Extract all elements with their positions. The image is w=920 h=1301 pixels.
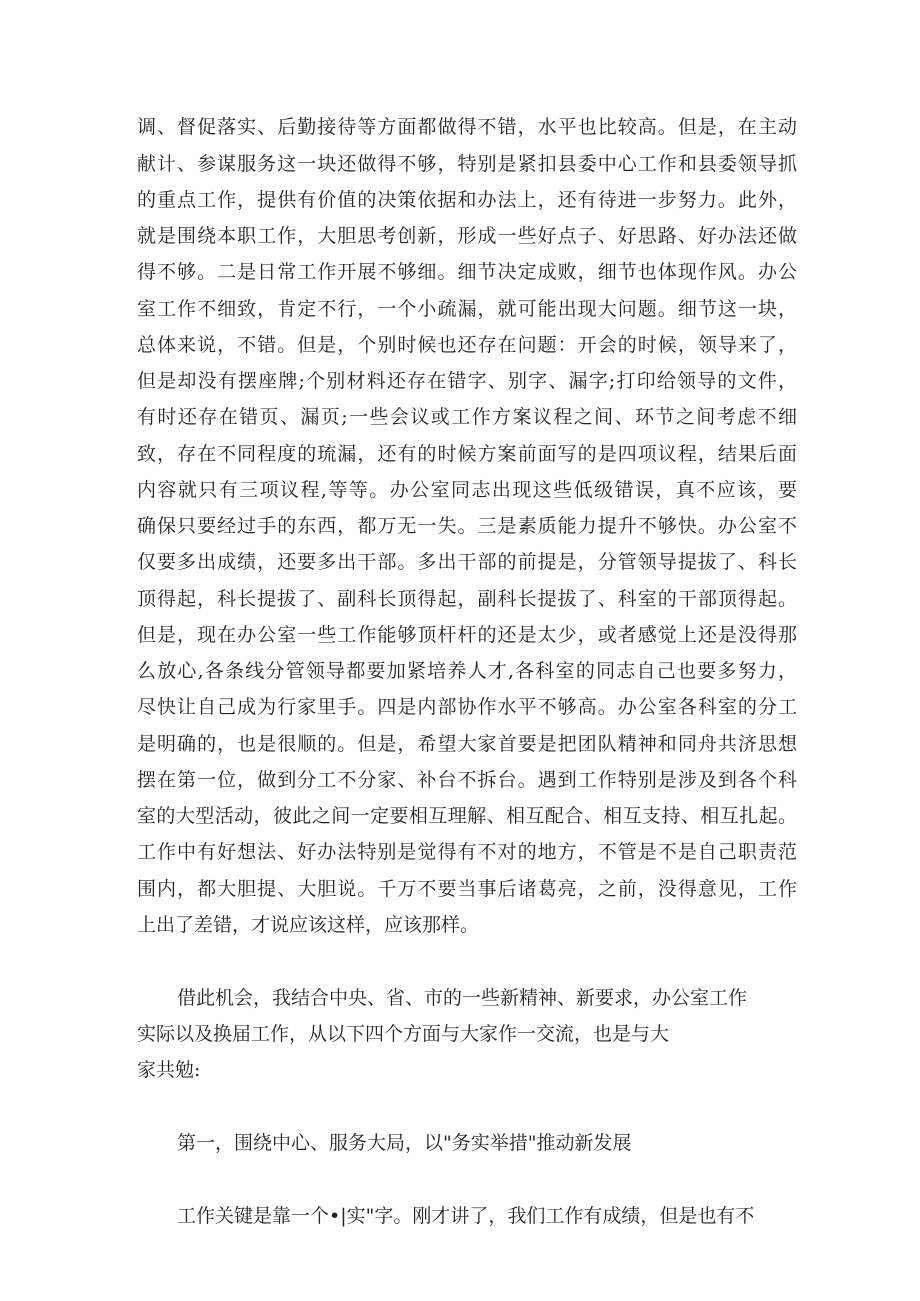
paragraph-1-line-14: 顶得起，科长提拔了、副科长顶得起，副科长提拔了、科室的干部顶得起。 xyxy=(137,588,797,610)
paragraph-1-line-23: 上出了差错，才说应该这样，应该那样。 xyxy=(137,914,480,936)
paragraph-1-line-19: 摆在第一位，做到分工不分家、补台不拆台。遇到工作特别是涉及到各个科 xyxy=(137,769,797,791)
paragraph-1-line-5: 得不够。二是日常工作开展不够细。细节决定成败，细节也体现作风。办公 xyxy=(137,261,797,283)
paragraph-1-line-9: 有时还存在错页、漏页;一些会议或工作方案议程之间、环节之间考虑不细 xyxy=(137,406,797,428)
paragraph-1-line-15: 但是，现在办公室一些工作能够顶杆杆的还是太少，或者感觉上还是没得那 xyxy=(137,624,797,646)
paragraph-1-line-7: 总体来说，不错。但是，个别时候也还存在问题：开会的时候，领导来了， xyxy=(137,334,797,356)
paragraph-1-line-6: 室工作不细致，肯定不行，一个小疏漏，就可能出现大问题。细节这一块， xyxy=(137,298,797,320)
paragraph-1-line-16: 么放心,各条线分管领导都要加紧培养人才,各科室的同志自己也要多努力， xyxy=(137,660,797,682)
paragraph-1-line-17: 尽快让自己成为行家里手。四是内部协作水平不够高。办公室各科室的分工 xyxy=(137,696,797,718)
paragraph-1-line-11: 内容就只有三项议程,等等。办公室同志出现这些低级错误，真不应该，要 xyxy=(137,479,797,501)
paragraph-1-line-13: 仅要多出成绩，还要多出干部。多出干部的前提是，分管领导提拔了、科长 xyxy=(137,551,797,573)
paragraph-2-line-3: 家共勉: xyxy=(137,1059,201,1081)
paragraph-1-line-18: 是明确的，也是很顺的。但是，希望大家首要是把团队精神和同舟共济思想 xyxy=(137,733,797,755)
paragraph-1-line-1: 调、督促落实、后勤接待等方面都做得不错，水平也比较高。但是，在主动 xyxy=(137,116,797,138)
paragraph-1-line-10: 致，存在不同程度的琉漏，还有的时候方案前面写的是四项议程，结果后面 xyxy=(137,443,797,465)
paragraph-3-line-1: 工作关键是靠一个•|实"字。刚才讲了，我们工作有成绩，但是也有不 xyxy=(177,1205,755,1227)
section-heading-1: 第一，围绕中心、服务大局，以"务实举措"推动新发展 xyxy=(177,1132,632,1154)
paragraph-1-line-3: 的重点工作，提供有价值的决策依据和办法上，还有待进一步努力。此外， xyxy=(137,189,797,211)
paragraph-2-line-2: 实际以及换届工作，从以下四个方面与大家作一交流，也是与大 xyxy=(137,1023,670,1045)
paragraph-1-line-20: 室的大型活动，彼此之间一定要相互理解、相互配合、相互支持、相互扎起。 xyxy=(137,805,797,827)
paragraph-1-line-12: 确保只要经过手的东西，都万无一失。三是素质能力提升不够快。办公室不 xyxy=(137,515,797,537)
paragraph-1-line-8: 但是却没有摆座牌;个别材料还存在错字、别字、漏字;打印给领导的文件， xyxy=(137,370,797,392)
paragraph-1-line-4: 就是围绕本职工作，大胆思考创新，形成一些好点子、好思路、好办法还做 xyxy=(137,225,797,247)
paragraph-1-line-22: 围内，都大胆提、大胆说。千万不要当事后诸葛亮，之前，没得意见，工作 xyxy=(137,878,797,900)
paragraph-1-line-2: 献计、参谋服务这一块还做得不够，特别是紧扣县委中心工作和县委领导抓 xyxy=(137,153,797,175)
paragraph-1-line-21: 工作中有好想法、好办法特别是觉得有不对的地方，不管是不是自己职责范 xyxy=(137,841,797,863)
paragraph-2-line-1: 借此机会，我结合中央、省、市的一些新精神、新要求，办公室工作 xyxy=(177,987,748,1009)
